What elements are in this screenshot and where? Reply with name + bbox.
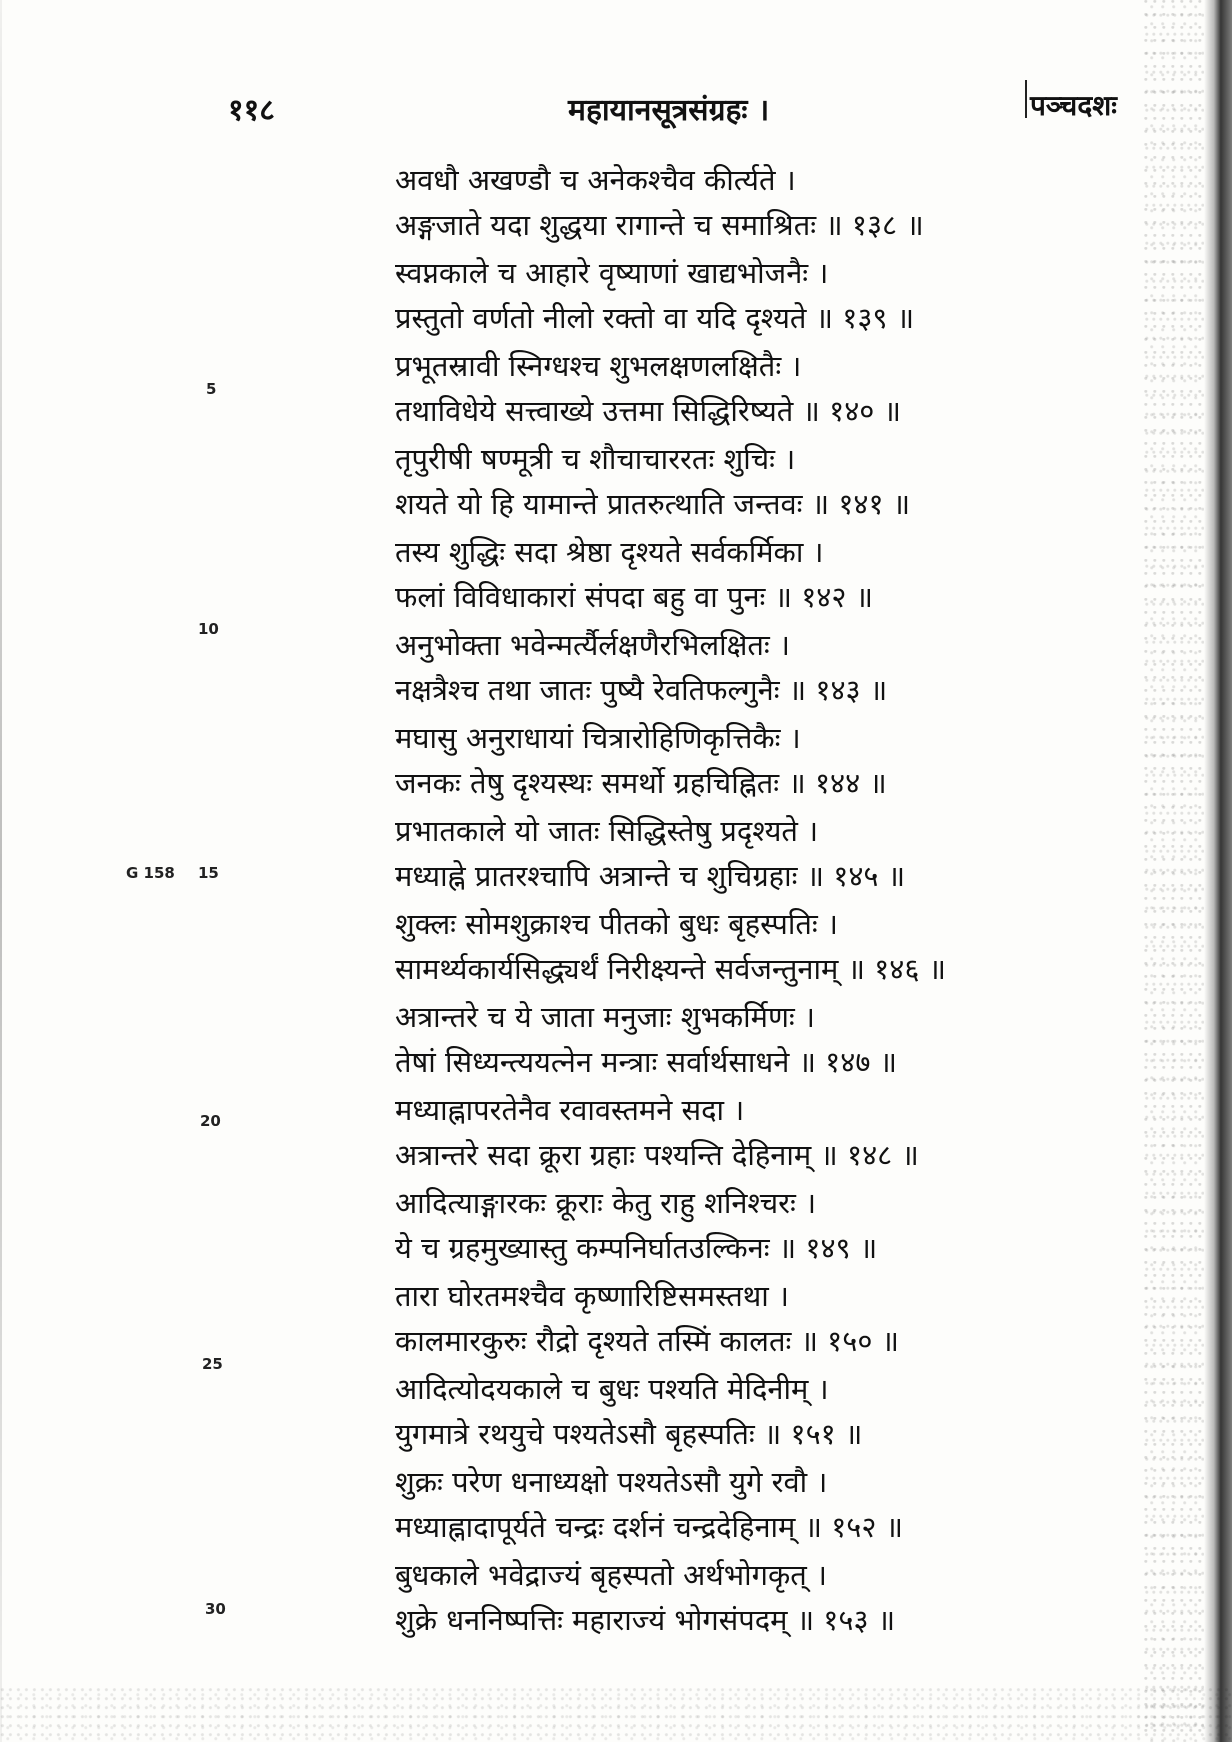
verse-line: तथाविधेये सत्त्वाख्ये उत्तमा सिद्धिरिष्यते ॥ १४० ॥	[395, 394, 901, 428]
margin-page-reference: G 158	[126, 864, 175, 882]
verse-line: अवधौ अखण्डौ च अनेकश्चैव कीर्त्यते ।	[395, 163, 796, 197]
margin-line-number: 30	[205, 1600, 226, 1618]
verse-line: आदित्योदयकाले च बुधः पश्यति मेदिनीम् ।	[395, 1372, 829, 1406]
chapter-bracket	[1025, 80, 1027, 118]
margin-line-number: 20	[200, 1112, 221, 1130]
verse-line: प्रस्तुतो वर्णतो नीलो रक्तो वा यदि दृश्यते ॥ १३९ ॥	[395, 301, 915, 335]
verse-line: मध्याह्ने प्रातरश्चापि अत्रान्ते च शुचिग्रहाः ॥ १४५ ॥	[395, 859, 906, 893]
verse-line: अङ्गजाते यदा शुद्धया रागान्ते च समाश्रितः ॥ १३८ ॥	[395, 208, 924, 242]
verse-text-block	[395, 158, 1035, 1643]
verse-line: नक्षत्रैश्च तथा जातः पुष्यै रेवतिफल्गुनैः ॥ १४३ ॥	[395, 673, 888, 707]
page-number: ११८	[228, 93, 275, 128]
binding-shadow	[1204, 0, 1232, 1742]
verse-line: शुक्लः सोमशुक्राश्च पीतको बुधः बृहस्पतिः ।	[395, 907, 838, 941]
verse-line: तृपुरीषी षण्मूत्री च शौचाचाररतः शुचिः ।	[395, 442, 796, 476]
margin-line-number: 10	[198, 620, 219, 638]
verse-line: प्रभूतस्रावी स्निग्धश्च शुभलक्षणलक्षितैः ।	[395, 349, 802, 383]
scan-noise-right	[1144, 0, 1204, 1742]
verse-line: ये च ग्रहमुख्यास्तु कम्पनिर्घातउल्किनः ॥ १४९ ॥	[395, 1231, 878, 1265]
verse-line: मध्याह्नापरतेनैव रवावस्तमने सदा ।	[395, 1093, 745, 1127]
verse-line: शुक्रः परेण धनाध्यक्षो पश्यतेऽसौ युगे रवौ ।	[395, 1465, 828, 1499]
verse-line: शुक्रे धननिष्पत्तिः महाराज्यं भोगसंपदम् ॥ १५३ ॥	[395, 1603, 896, 1637]
verse-line: तेषां सिध्यन्त्ययत्नेन मन्त्राः सर्वार्थसाधने ॥ १४७ ॥	[395, 1045, 897, 1079]
verse-line: तारा घोरतमश्चैव कृष्णारिष्टिसमस्तथा ।	[395, 1279, 790, 1313]
verse-line: जनकः तेषु दृश्यस्थः समर्थो ग्रहचिह्नितः ॥ १४४ ॥	[395, 766, 887, 800]
verse-line: आदित्याङ्गारकः क्रूराः केतु राहु शनिश्चरः ।	[395, 1186, 817, 1220]
verse-line: अत्रान्तरे च ये जाता मनुजाः शुभकर्मिणः ।	[395, 1000, 815, 1034]
verse-line: अनुभोक्ता भवेन्मर्त्यैर्लक्षणैरभिलक्षितः ।	[395, 628, 791, 662]
running-title: महायानसूत्रसंग्रहः ।	[568, 93, 770, 128]
verse-line: शयते यो हि यामान्ते प्रातरुत्थाति जन्तवः ॥ १४१ ॥	[395, 487, 911, 521]
verse-line: युगमात्रे रथयुचे पश्यतेऽसौ बृहस्पतिः ॥ १५१ ॥	[395, 1417, 863, 1451]
verse-line: कालमारकुरुः रौद्रो दृश्यते तस्मिं कालतः ॥ १५० ॥	[395, 1324, 899, 1358]
verse-line: मघासु अनुराधायां चित्रारोहिणिकृत्तिकैः ।	[395, 721, 801, 755]
verse-line: तस्य शुद्धिः सदा श्रेष्ठा दृश्यते सर्वकर्मिका ।	[395, 535, 824, 569]
verse-line: बुधकाले भवेद्राज्यं बृहस्पतो अर्थभोगकृत् ।	[395, 1558, 827, 1592]
page-edge-rule	[0, 0, 2, 1742]
margin-line-number: 15	[198, 864, 219, 882]
verse-line: स्वप्नकाले च आहारे वृष्याणां खाद्यभोजनैः ।	[395, 256, 829, 290]
chapter-label: पञ्चदशः	[1030, 89, 1117, 122]
verse-line: अत्रान्तरे सदा क्रूरा ग्रहाः पश्यन्ति देहिनाम् ॥ १४८ ॥	[395, 1138, 919, 1172]
verse-line: फलां विविधाकारां संपदा बहु वा पुनः ॥ १४२ ॥	[395, 580, 874, 614]
verse-line: सामर्थ्यकार्यसिद्ध्यर्थं निरीक्ष्यन्ते सर्वजन्तुनाम् ॥ १४६ ॥	[395, 952, 946, 986]
verse-line: प्रभातकाले यो जातः सिद्धिस्तेषु प्रदृश्यते ।	[395, 814, 819, 848]
page-header	[0, 88, 1232, 128]
scan-noise-bottom	[0, 1687, 1232, 1742]
verse-line: मध्याह्नादापूर्यते चन्द्रः दर्शनं चन्द्रदेहिनाम् ॥ १५२ ॥	[395, 1510, 904, 1544]
margin-line-number: 25	[202, 1355, 223, 1373]
margin-line-number: 5	[206, 380, 217, 398]
